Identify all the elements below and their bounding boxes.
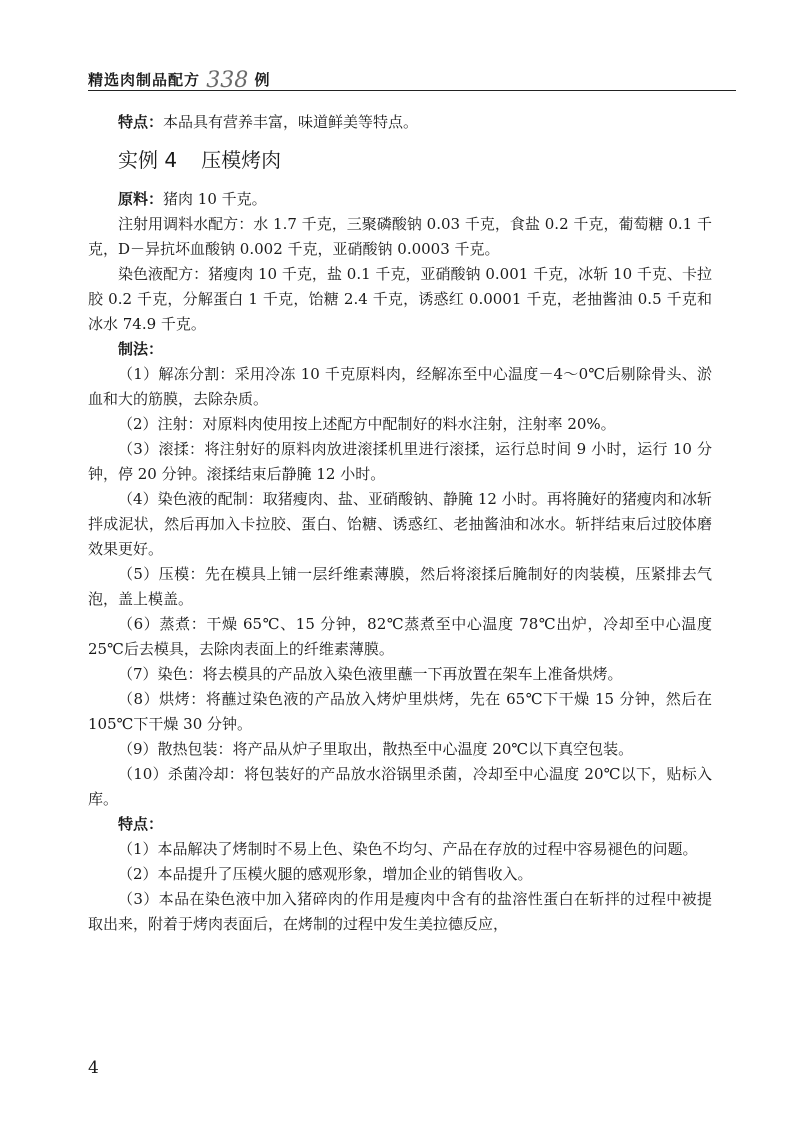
section-heading	[118, 145, 712, 175]
page-body	[88, 110, 712, 937]
intro-text: 本品具有营养丰富，味道鲜美等特点。	[163, 113, 419, 131]
method-step: （10）杀菌冷却：将包装好的产品放水浴锅里杀菌，冷却至中心温度 20℃以下，贴标入库。	[88, 765, 712, 808]
method-step: （9）散热包装：将产品从炉子里取出，散热至中心温度 20℃以下真空包装。	[118, 740, 634, 758]
raw-material-text: 猪肉 10 千克。	[163, 190, 267, 208]
feature-item: （2）本品提升了压模火腿的感观形象，增加企业的销售收入。	[118, 865, 533, 883]
intro-paragraph	[88, 110, 712, 135]
features-label: 特点：	[118, 815, 164, 833]
section-number: 实例 4	[118, 148, 178, 172]
method-step: （8）烘烤：将蘸过染色液的产品放入烤炉里烘烤，先在 65℃下干燥 15 分钟，然后在 105℃下干燥 30 分钟。	[88, 690, 712, 733]
raw-material-label: 原料：	[118, 190, 164, 208]
page-number: 4	[88, 1058, 99, 1078]
injection-formula-paragraph: 注射用调料水配方：水 1.7 千克，三聚磷酸钠 0.03 千克，食盐 0.2 千克，葡萄糖 0.1 千克，D－异抗坏血酸钠 0.002 千克，亚硝酸钠 0.0003 千克。	[88, 215, 712, 258]
dye-formula-paragraph: 染色液配方：猪瘦肉 10 千克，盐 0.1 千克，亚硝酸钠 0.001 千克，冰斩 10 千克、卡拉胶 0.2 千克，分解蛋白 1 千克，饴糖 2.4 千克，诱惑红 0.0001 千克，老抽酱油 0.5 千克和冰水 74.9 千克。	[88, 265, 712, 333]
method-label-paragraph	[88, 337, 712, 362]
method-step: （7）染色：将去模具的产品放入染色液里蘸一下再放置在架车上准备烘烤。	[118, 665, 623, 683]
feature-item: （1）本品解决了烤制时不易上色、染色不均匀、产品在存放的过程中容易褪色的问题。	[118, 840, 698, 858]
method-step: （5）压模：先在模具上铺一层纤维素薄膜，然后将滚揉后腌制好的肉装模，压紧排去气泡，盖上模盖。	[88, 565, 712, 608]
running-header	[88, 58, 736, 92]
book-title-prefix: 精选肉制品配方	[88, 71, 201, 89]
book-title	[88, 66, 271, 91]
feature-item: （3）本品在染色液中加入猪碎肉的作用是瘦肉中含有的盐溶性蛋白在斩拌的过程中被提取出来，附着于烤肉表面后，在烤制的过程中发生美拉德反应，	[88, 890, 712, 933]
method-step: （2）注射：对原料肉使用按上述配方中配制好的料水注射，注射率 20%。	[118, 415, 616, 433]
header-rule	[88, 90, 736, 91]
book-title-number: 338	[206, 68, 249, 93]
method-step: （3）滚揉：将注射好的原料肉放进滚揉机里进行滚揉，运行总时间 9 小时，运行 10 分钟，停 20 分钟。滚揉结束后静腌 12 小时。	[88, 440, 712, 483]
method-step: （1）解冻分割：采用冷冻 10 千克原料肉，经解冻至中心温度－4～0℃后剔除骨头、淤血和大的筋膜，去除杂质。	[88, 365, 712, 408]
method-step: （4）染色液的配制：取猪瘦肉、盐、亚硝酸钠、静腌 12 小时。再将腌好的猪瘦肉和冰斩拌成泥状，然后再加入卡拉胶、蛋白、饴糖、诱惑红、老抽酱油和冰水。斩拌结束后过胶体磨效果更好。	[88, 490, 712, 558]
section-name: 压模烤肉	[201, 148, 282, 172]
method-step: （6）蒸煮：干燥 65℃、15 分钟，82℃蒸煮至中心温度 78℃出炉，冷却至中心温度 25℃后去模具，去除肉表面上的纤维素薄膜。	[88, 615, 712, 658]
book-title-suffix: 例	[254, 71, 271, 89]
method-label: 制法：	[118, 340, 164, 358]
raw-material-paragraph	[88, 187, 712, 212]
features-label-paragraph	[88, 812, 712, 837]
intro-label: 特点：	[118, 113, 164, 131]
